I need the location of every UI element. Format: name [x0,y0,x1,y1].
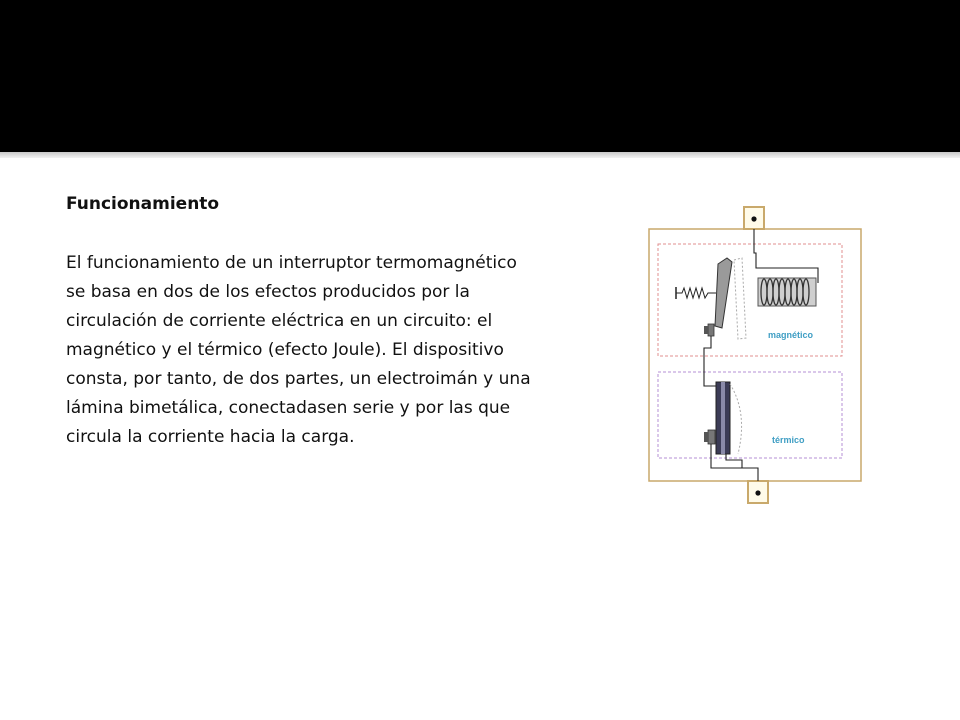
diagram-frame [649,229,861,481]
header-bar [0,0,960,152]
label-thermal: térmico [772,435,805,445]
breaker-diagram [638,198,868,508]
label-magnetic: magnético [768,330,814,340]
header-divider [0,152,960,158]
thermal-contact-cap [704,432,708,442]
bottom-terminal-dot [755,490,760,495]
bimetal-strip-layer [721,382,725,454]
thermal-contact [708,430,715,444]
slide-body-text: El funcionamiento de un interruptor termomagnético se basa en dos de los efectos producidos por la circulación de corriente eléctrica en un circuito: el magnético y el térmico (efecto Joule). El dispositivo consta, por tanto, de dos partes, un electroimán y una lámina bimetálica, conectadasen serie y por las que circula la corriente hacia la carga. [66,253,531,447]
top-terminal-dot [751,216,756,221]
magnetic-contact-cap [704,326,708,334]
magnetic-contact [708,324,714,336]
slide-heading: Funcionamiento [66,194,220,214]
